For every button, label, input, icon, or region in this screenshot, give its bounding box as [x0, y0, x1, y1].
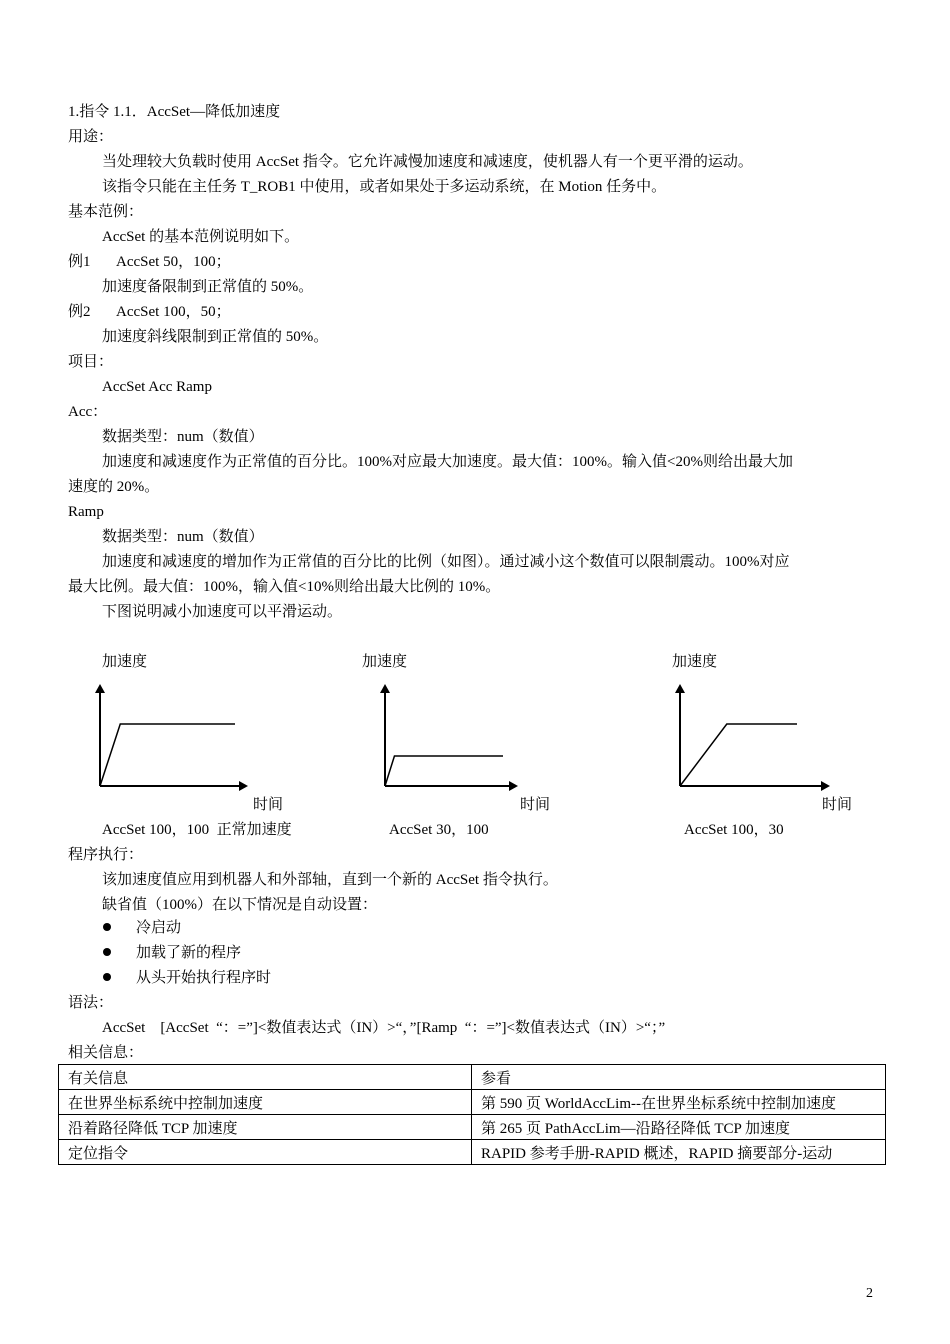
graph-1-xlabel: 时间	[253, 797, 284, 813]
bullet-item-new-program: 加载了新的程序	[136, 945, 242, 961]
usage-label: 用途：	[68, 129, 114, 145]
items-label: 项目：	[68, 354, 114, 370]
table-header-cell: 参看	[472, 1065, 886, 1090]
table-cell: 在世界坐标系统中控制加速度	[59, 1090, 472, 1115]
x-axis-arrow-icon	[821, 781, 830, 791]
bullet-icon	[103, 973, 111, 981]
example-1-code: AccSet 50，100；	[116, 254, 231, 270]
ramp-type: 数据类型：num（数值）	[102, 529, 264, 545]
examples-label: 基本范例：	[68, 204, 144, 220]
bullet-icon	[103, 923, 111, 931]
execution-label: 程序执行：	[68, 847, 144, 863]
graph-2-caption: AccSet 30，100	[389, 822, 489, 838]
y-axis-arrow-icon	[675, 684, 685, 693]
example-2-desc: 加速度斜线限制到正常值的 50%。	[102, 329, 329, 345]
table-row	[59, 1090, 886, 1115]
bullet-item-start-from-beginning: 从头开始执行程序时	[136, 970, 272, 986]
acceleration-curve	[680, 724, 797, 786]
usage-paragraph-2: 该指令只能在主任务 T_ROB1 中使用，或者如果处于多运动系统，在 Motion 任务中。	[102, 179, 667, 195]
table-row	[59, 1115, 886, 1140]
example-1-desc: 加速度备限制到正常值的 50%。	[102, 279, 314, 295]
acc-desc-line-1: 加速度和减速度作为正常值的百分比。100%对应最大加速度。最大值：100%。输入值<20%则给出最大加	[102, 454, 793, 470]
items-syntax-line: AccSet Acc Ramp	[102, 379, 212, 395]
table-cell: 第 265 页 PathAccLim—沿路径降低 TCP 加速度	[472, 1115, 886, 1140]
example-2-code: AccSet 100，50；	[116, 304, 231, 320]
example-1-label: 例1	[68, 254, 91, 270]
figure-intro: 下图说明减小加速度可以平滑运动。	[102, 604, 343, 620]
usage-paragraph-1: 当处理较大负载时使用 AccSet 指令。它允许减慢加速度和减速度，使机器人有一个更平滑的运动。	[102, 154, 753, 170]
graph-1-caption: AccSet 100，100 正常加速度	[102, 822, 292, 838]
table-cell: 定位指令	[59, 1140, 472, 1165]
table-cell: 沿着路径降低 TCP 加速度	[59, 1115, 472, 1140]
table-header-cell: 有关信息	[59, 1065, 472, 1090]
acc-type: 数据类型：num（数值）	[102, 429, 264, 445]
bullet-icon	[103, 948, 111, 956]
related-info-table	[58, 1064, 886, 1165]
page-heading: 1.指令 1.1．AccSet—降低加速度	[68, 104, 281, 120]
example-2-label: 例2	[68, 304, 91, 320]
graph-3-caption: AccSet 100，30	[684, 822, 784, 838]
bullet-item-cold-start: 冷启动	[136, 920, 182, 936]
table-header-row	[59, 1065, 886, 1090]
graph-1-ylabel: 加速度	[102, 654, 148, 670]
syntax-label: 语法：	[68, 995, 114, 1011]
graph-3-ylabel: 加速度	[672, 654, 718, 670]
examples-intro: AccSet 的基本范例说明如下。	[102, 229, 300, 245]
execution-paragraph-1: 该加速度值应用到机器人和外部轴，直到一个新的 AccSet 指令执行。	[102, 872, 558, 888]
table-cell: RAPID 参考手册-RAPID 概述，RAPID 摘要部分-运动	[472, 1140, 886, 1165]
related-info-label: 相关信息：	[68, 1045, 144, 1061]
graph-2-xlabel: 时间	[520, 797, 551, 813]
table-row	[59, 1140, 886, 1165]
table-cell: 第 590 页 WorldAccLim--在世界坐标系统中控制加速度	[472, 1090, 886, 1115]
ramp-desc-line-2: 最大比例。最大值：100%，输入值<10%则给出最大比例的 10%。	[68, 579, 501, 595]
acc-desc-line-2: 速度的 20%。	[68, 479, 160, 495]
graph-2-ylabel: 加速度	[362, 654, 408, 670]
graph-3-xlabel: 时间	[822, 797, 853, 813]
page-number: 2	[866, 1286, 873, 1301]
ramp-label: Ramp	[68, 504, 104, 520]
syntax-line: AccSet [AccSet “：=”]<数值表达式（IN）>“，”[Ramp “：=”]<数值表达式（IN）>“；”	[102, 1020, 666, 1036]
acc-label: Acc：	[68, 404, 108, 420]
ramp-desc-line-1: 加速度和减速度的增加作为正常值的百分比的比例（如图）。通过减小这个数值可以限制震动。100%对应	[102, 554, 790, 570]
execution-paragraph-2: 缺省值（100%）在以下情况是自动设置：	[102, 897, 377, 913]
